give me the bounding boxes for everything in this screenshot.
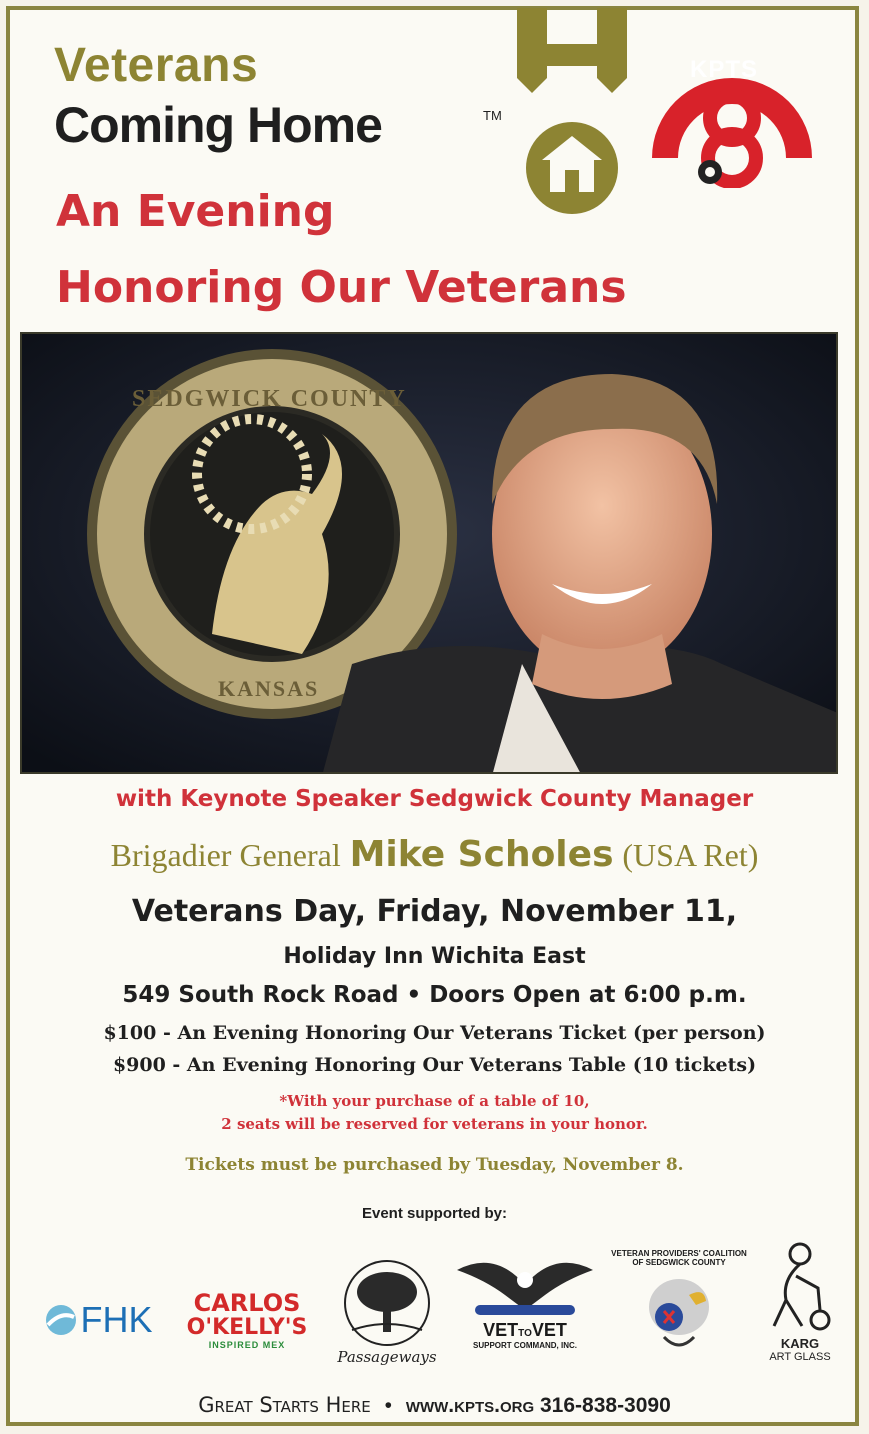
speaker-rank: Brigadier General [110,837,341,873]
table-note-line1: *With your purchase of a table of 10, [279,1092,590,1110]
coalition-sub-text: OF SEDGWICK COUNTY [632,1258,726,1267]
coalition-top-text: VETERAN PROVIDERS' COALITION [611,1249,747,1258]
karg-text: KARG [780,1335,820,1351]
subtitle-honoring: Honoring Our Veterans [56,262,627,313]
subtitle-an-evening: An Evening [56,186,335,237]
footer-tagline: Great Starts Here [198,1393,371,1417]
speaker-suffix: (USA Ret) [622,837,759,873]
footer-phone: 316-838-3090 [540,1394,671,1417]
seal-bottom-text: KANSAS [218,676,320,701]
karg-sub-text: ART GLASS [769,1350,831,1363]
carlos-tagline: INSPIRED MEX [208,1340,286,1350]
eagle-icon [455,1250,595,1320]
table-note-line2: 2 seats will be reserved for veterans in your honor. [221,1115,648,1133]
price-table: $900 - An Evening Honoring Our Veterans Table (10 tickets) [112,1054,757,1076]
event-date: Veterans Day, Friday, November 11, [131,894,738,929]
seal-top-text: SEDGWICK COUNTY [132,386,407,412]
footer-website[interactable]: www.kpts.org [405,1394,535,1417]
purchase-deadline: Tickets must be purchased by Tuesday, November 8. [185,1155,684,1175]
footer-line [0,1393,869,1418]
sponsors-heading: Event supported by: [361,1205,507,1222]
fhk-text: FHK [80,1299,153,1340]
glassblower-icon [762,1240,838,1336]
vet-to-vet-b: VET [531,1320,567,1340]
eagle-flag-icon [634,1267,724,1357]
kpts-label: KPTS [690,56,759,83]
karg-art-glass-logo [758,1236,842,1366]
event-address: 549 South Rock Road • Doors Open at 6:00 p.m. [122,982,747,1008]
vet-to-vet-logo [450,1240,600,1360]
passageways-text: Passageways [337,1348,437,1366]
price-ticket: $100 - An Evening Honoring Our Veterans Ticket (per person) [103,1022,766,1044]
vet-to-vet-to: TO [518,1328,532,1339]
keynote-intro: with Keynote Speaker Sedgwick County Manager [115,786,754,812]
vet-to-vet-sub: SUPPORT COMMAND, INC. [473,1341,577,1350]
veterans-coming-home-logo [512,8,632,214]
carlos-line2: O'KELLY'S [186,1315,308,1340]
speaker-photo [20,332,838,774]
speaker-name-line [0,834,869,875]
veteran-providers-coalition-logo [606,1238,752,1368]
footer-bullet: • [384,1394,392,1417]
passageways-tree-icon [342,1258,432,1348]
title-veterans: Veterans [54,39,259,92]
title-coming-home: Coming Home [54,97,382,153]
carlos-line1: CARLOS [193,1289,301,1317]
fhk-logo [28,1290,168,1350]
passageways-logo [334,1252,440,1372]
carlos-okellys-logo [172,1280,322,1360]
fhk-globe-icon [44,1303,78,1337]
trademark-mark: TM [483,108,502,123]
vet-to-vet-a: VET [483,1320,519,1340]
event-venue: Holiday Inn Wichita East [283,944,586,969]
vet-to-vet-wordmark [483,1320,567,1341]
speaker-name: Mike Scholes [349,834,614,875]
